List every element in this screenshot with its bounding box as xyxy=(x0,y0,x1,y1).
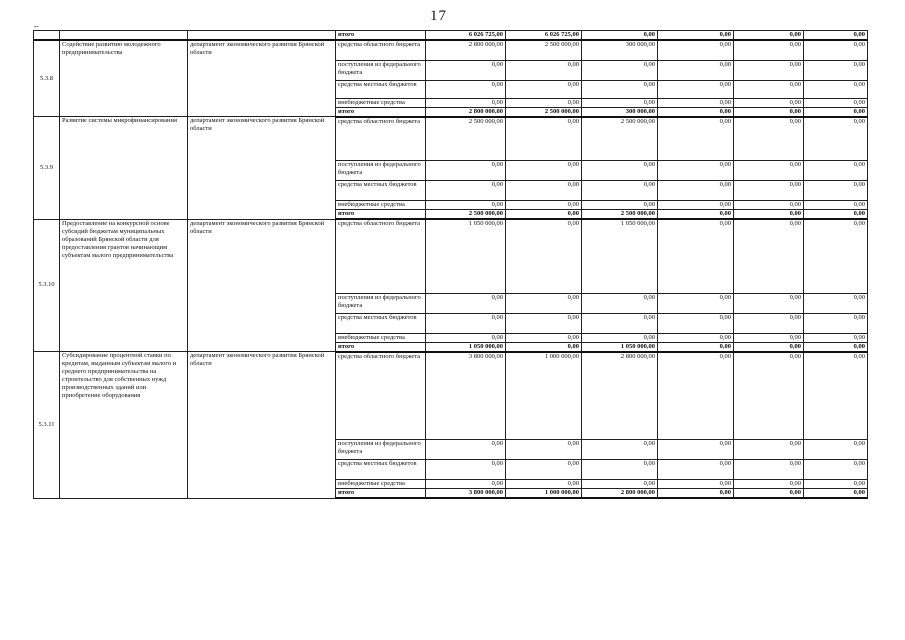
cell-value: 0,00 xyxy=(582,181,658,201)
cell-value: 0,00 xyxy=(734,80,804,98)
row-label: итого xyxy=(336,342,426,352)
cell-value: 0,00 xyxy=(804,313,868,333)
cell-value: 0,00 xyxy=(658,40,734,60)
cell-value: 0,00 xyxy=(734,40,804,60)
measure-number: 5.3.11 xyxy=(34,352,60,499)
cell-value: 0,00 xyxy=(426,460,506,480)
cell-value: 0,00 xyxy=(804,161,868,181)
cell-value: 0,00 xyxy=(506,342,582,352)
cell-value: 0,00 xyxy=(582,293,658,313)
cell-value: 0,00 xyxy=(426,293,506,313)
cell-value: 0,00 xyxy=(658,333,734,342)
cell-value: 0,00 xyxy=(506,60,582,80)
cell-value: 0,00 xyxy=(658,313,734,333)
cell-value: 300 000,00 xyxy=(582,40,658,60)
measure-number: 5.3.9 xyxy=(34,117,60,220)
cell-value: 0,00 xyxy=(804,219,868,293)
cell-value: 0,00 xyxy=(658,219,734,293)
cell-value: 0,00 xyxy=(658,342,734,352)
cell-value: 0,00 xyxy=(426,80,506,98)
cell-value: 0,00 xyxy=(506,313,582,333)
measure-number: 5.3.10 xyxy=(34,219,60,352)
cell-value: 1 050 000,00 xyxy=(582,219,658,293)
cell-value: 0,00 xyxy=(582,480,658,489)
row-label: итого xyxy=(336,489,426,499)
cell-value: 0,00 xyxy=(506,440,582,460)
cell-value: 0,00 xyxy=(804,333,868,342)
measure-name: Субсидирование процентной ставки по кредитам, выданным субъектам малого и среднего предпринимательства на строительство для собственных нужд производственных зданий или приобретение оборудования xyxy=(60,352,188,499)
cell-value: 0,00 xyxy=(734,352,804,440)
cell-value: 0,00 xyxy=(506,219,582,293)
row-label: средства областного бюджета xyxy=(336,117,426,161)
cell-value: 0,00 xyxy=(734,181,804,201)
cell-value: 0,00 xyxy=(426,60,506,80)
cell-value: 0,00 xyxy=(804,293,868,313)
cell-value: 0,00 xyxy=(734,333,804,342)
cell-value: 0,00 xyxy=(658,181,734,201)
cell-value: 0,00 xyxy=(804,210,868,220)
cell-value: 1 000 000,00 xyxy=(506,352,582,440)
cell-value: 2 800 000,00 xyxy=(426,107,506,117)
cell-value: 2 800 000,00 xyxy=(582,352,658,440)
cell-value: 0,00 xyxy=(506,460,582,480)
cell-value: 0,00 xyxy=(658,107,734,117)
cell-value: 0,00 xyxy=(804,80,868,98)
row-label: средства местных бюджетов xyxy=(336,460,426,480)
cell-value: 0,00 xyxy=(658,440,734,460)
cell-value: 0,00 xyxy=(804,352,868,440)
cell-value: 0,00 xyxy=(734,489,804,499)
cell-value: 0,00 xyxy=(582,80,658,98)
cell-value: 0,00 xyxy=(582,313,658,333)
cell-value: 0,00 xyxy=(426,181,506,201)
cell-value: 2 500 000,00 xyxy=(506,40,582,60)
cell-value: 0,00 xyxy=(506,181,582,201)
cell-value: 0,00 xyxy=(658,31,734,41)
table-row xyxy=(34,219,868,293)
row-label: внебюджетные средства xyxy=(336,201,426,210)
row-label: средства областного бюджета xyxy=(336,352,426,440)
row-label: средства местных бюджетов xyxy=(336,181,426,201)
cell-value: 0,00 xyxy=(804,460,868,480)
table-row xyxy=(34,352,868,440)
cell-value: 0,00 xyxy=(506,80,582,98)
measure-name: Развитие системы микрофинансирования xyxy=(60,117,188,220)
cell-value: 0,00 xyxy=(734,313,804,333)
cell-value: 0,00 xyxy=(658,201,734,210)
cell-value: 0,00 xyxy=(506,333,582,342)
page-number: 17 xyxy=(430,8,447,24)
cell-value: 0,00 xyxy=(582,31,658,41)
cell-value: 0,00 xyxy=(734,342,804,352)
cell-value: 0,00 xyxy=(804,40,868,60)
row-label: поступления из федерального бюджета xyxy=(336,440,426,460)
cell-value: 0,00 xyxy=(734,161,804,181)
cell-value: 0,00 xyxy=(734,480,804,489)
cell-value: 3 800 000,00 xyxy=(426,489,506,499)
cell-value: 0,00 xyxy=(426,161,506,181)
financing-table xyxy=(33,30,868,499)
cell-value: 0,00 xyxy=(426,313,506,333)
cell-value: 6 026 725,00 xyxy=(506,31,582,41)
cell-value: 0,00 xyxy=(734,201,804,210)
cell-value: 0,00 xyxy=(506,210,582,220)
cell-value: 0,00 xyxy=(734,440,804,460)
cell-value: 2 800 000,00 xyxy=(582,489,658,499)
row-label: средства областного бюджета xyxy=(336,219,426,293)
cell-value: 0,00 xyxy=(658,210,734,220)
table-row xyxy=(34,117,868,161)
cell-value: 0,00 xyxy=(506,480,582,489)
table-body xyxy=(34,31,868,499)
cell-value: 0,00 xyxy=(658,293,734,313)
top-mark: -- xyxy=(34,22,39,30)
cell-value: 0,00 xyxy=(804,342,868,352)
cell-value: 0,00 xyxy=(506,293,582,313)
measure-executor: департамент экономического развития Брянской области xyxy=(188,117,336,220)
cell-value: 0,00 xyxy=(426,480,506,489)
table-row-top-total xyxy=(34,31,868,41)
cell-value: 0,00 xyxy=(804,60,868,80)
cell-value: 0,00 xyxy=(804,31,868,41)
cell-value: 300 000,00 xyxy=(582,107,658,117)
cell-value: 0,00 xyxy=(426,98,506,107)
cell-value: 0,00 xyxy=(734,107,804,117)
cell-value: 0,00 xyxy=(582,161,658,181)
cell-value: 0,00 xyxy=(582,460,658,480)
cell-value: 0,00 xyxy=(506,98,582,107)
measure-number: 5.3.8 xyxy=(34,40,60,117)
cell-value: 0,00 xyxy=(804,489,868,499)
cell-value: 0,00 xyxy=(734,117,804,161)
cell-value: 0,00 xyxy=(804,440,868,460)
cell-value: 0,00 xyxy=(426,201,506,210)
cell-value: 0,00 xyxy=(658,117,734,161)
cell-value: 0,00 xyxy=(582,60,658,80)
cell-value: 0,00 xyxy=(658,80,734,98)
row-label: поступления из федерального бюджета xyxy=(336,161,426,181)
cell-value: 0,00 xyxy=(658,480,734,489)
cell-value: 0,00 xyxy=(804,480,868,489)
cell-value: 0,00 xyxy=(804,181,868,201)
measure-name: Предоставление на конкурсной основе субсидий бюджетам муниципальных образований Брянской области для предоставления грантов начинающим субъектам малого предпринимательства xyxy=(60,219,188,352)
cell-value: 0,00 xyxy=(426,333,506,342)
cell-value: 0,00 xyxy=(658,98,734,107)
row-label: средства областного бюджета xyxy=(336,40,426,60)
cell-value: 2 500 000,00 xyxy=(582,210,658,220)
cell-value: 0,00 xyxy=(734,219,804,293)
cell-value: 0,00 xyxy=(734,460,804,480)
cell-value: 1 050 000,00 xyxy=(582,342,658,352)
cell-value: 0,00 xyxy=(582,333,658,342)
cell-value: 0,00 xyxy=(658,460,734,480)
cell-value: 0,00 xyxy=(804,201,868,210)
cell-value: 0,00 xyxy=(506,161,582,181)
cell-value: 2 500 000,00 xyxy=(582,117,658,161)
row-label: итого xyxy=(336,31,426,41)
cell-value: 0,00 xyxy=(804,98,868,107)
cell-value: 2 500 000,00 xyxy=(426,117,506,161)
cell-value: 0,00 xyxy=(658,161,734,181)
cell-value: 0,00 xyxy=(506,201,582,210)
cell-value: 0,00 xyxy=(506,117,582,161)
cell-value: 0,00 xyxy=(734,60,804,80)
cell-value: 0,00 xyxy=(582,98,658,107)
row-label: поступления из федерального бюджета xyxy=(336,60,426,80)
cell-value: 6 026 725,00 xyxy=(426,31,506,41)
cell-value: 3 800 000,00 xyxy=(426,352,506,440)
cell-value: 1 050 000,00 xyxy=(426,219,506,293)
cell-value: 0,00 xyxy=(734,31,804,41)
cell-value: 0,00 xyxy=(426,440,506,460)
cell-value: 0,00 xyxy=(734,210,804,220)
cell-value: 2 800 000,00 xyxy=(426,40,506,60)
cell-value: 2 500 000,00 xyxy=(426,210,506,220)
cell-value: 1 050 000,00 xyxy=(426,342,506,352)
measure-name: Содействие развитию молодежного предпринимательства xyxy=(60,40,188,117)
cell-value: 0,00 xyxy=(804,117,868,161)
row-label: итого xyxy=(336,107,426,117)
row-label: внебюджетные средства xyxy=(336,98,426,107)
cell-value: 0,00 xyxy=(658,489,734,499)
cell-value: 1 000 000,00 xyxy=(506,489,582,499)
cell-value: 0,00 xyxy=(582,440,658,460)
row-label: внебюджетные средства xyxy=(336,480,426,489)
row-label: средства местных бюджетов xyxy=(336,313,426,333)
cell-value: 0,00 xyxy=(734,293,804,313)
cell-value: 0,00 xyxy=(582,201,658,210)
cell-value: 0,00 xyxy=(734,98,804,107)
table-row xyxy=(34,40,868,60)
measure-executor: департамент экономического развития Брянской области xyxy=(188,219,336,352)
cell-value: 0,00 xyxy=(658,60,734,80)
row-label: внебюджетные средства xyxy=(336,333,426,342)
cell-value: 0,00 xyxy=(658,352,734,440)
cell-value: 0,00 xyxy=(804,107,868,117)
row-label: итого xyxy=(336,210,426,220)
measure-executor: департамент экономического развития Брянской области xyxy=(188,352,336,499)
row-label: поступления из федерального бюджета xyxy=(336,293,426,313)
cell-value: 2 500 000,00 xyxy=(506,107,582,117)
measure-executor: департамент экономического развития Брянской области xyxy=(188,40,336,117)
row-label: средства местных бюджетов xyxy=(336,80,426,98)
